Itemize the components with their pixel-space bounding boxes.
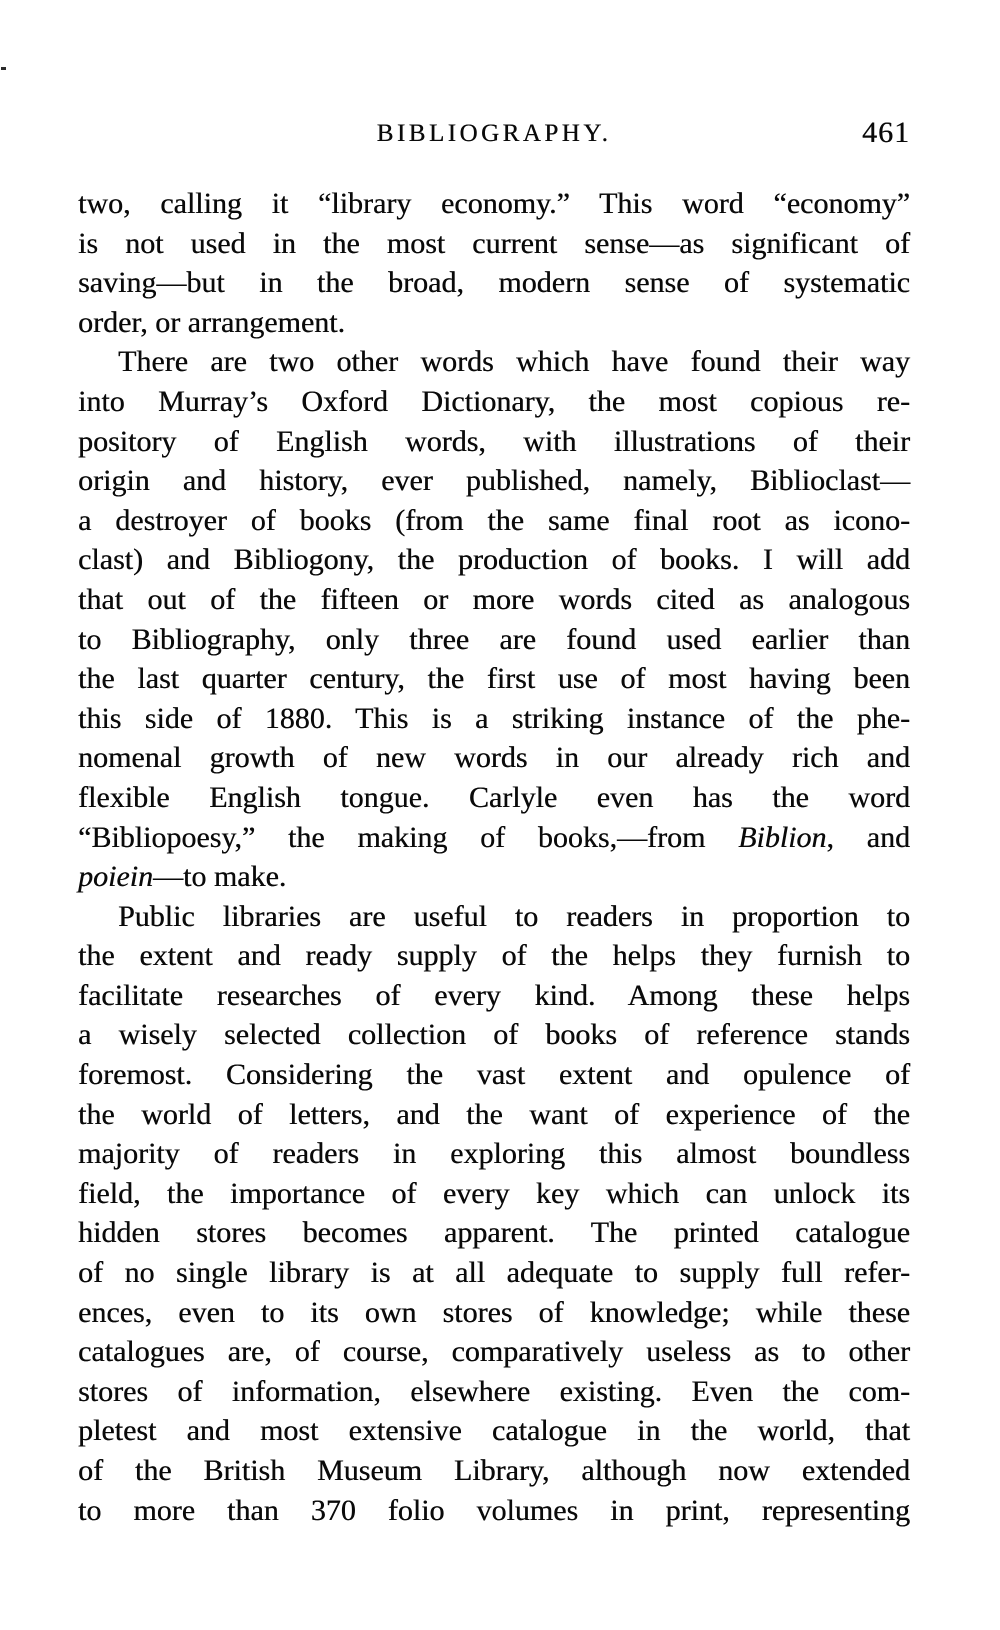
text-segment: pository of English words, with illustrations of their xyxy=(78,424,910,458)
text-segment: to more than 370 folio volumes in print, representing xyxy=(78,1493,910,1527)
text-line xyxy=(78,1174,910,1214)
text-line xyxy=(78,1253,910,1293)
text-segment: order, or arrangement. xyxy=(78,305,345,339)
text-line xyxy=(78,1213,910,1253)
text-segment: Public libraries are useful to readers in proportion to xyxy=(118,899,910,933)
text-segment: majority of readers in exploring this almost boundless xyxy=(78,1137,910,1171)
text-line xyxy=(78,976,910,1016)
scan-artifact-dot xyxy=(1,67,6,70)
text-line xyxy=(78,699,910,739)
text-segment: this side of 1880. This is a striking instance of the phe- xyxy=(78,701,910,735)
text-segment: nomenal growth of new words in our already rich and xyxy=(78,741,910,775)
text-line xyxy=(78,263,910,303)
text-segment: of the British Museum Library, although now extended xyxy=(78,1454,910,1487)
text-segment: saving—but in the broad, modern sense of systematic xyxy=(78,266,910,300)
text-segment: foremost. Considering the vast extent and opulence of xyxy=(78,1058,910,1092)
text-line xyxy=(78,224,910,264)
text-segment: the world of letters, and the want of experience of the xyxy=(78,1097,910,1131)
italic-text: poiein xyxy=(78,860,153,894)
text-segment: origin and history, ever published, namely, Biblioclast— xyxy=(78,464,910,498)
text-line xyxy=(78,1451,910,1491)
italic-text: Biblion xyxy=(738,820,827,854)
text-line xyxy=(78,1134,910,1174)
text-segment: clast) and Bibliogony, the production of books. I will add xyxy=(78,543,910,577)
text-line xyxy=(78,540,910,580)
paragraph xyxy=(78,342,910,896)
page-header xyxy=(78,116,910,150)
text-line xyxy=(78,1293,910,1333)
text-segment: flexible English tongue. Carlyle even has the word xyxy=(78,780,910,814)
text-line xyxy=(78,659,910,699)
text-line xyxy=(78,422,910,462)
text-line xyxy=(78,936,910,976)
text-segment: facilitate researches of every kind. Among these helps xyxy=(78,978,910,1012)
text-line xyxy=(78,620,910,660)
text-segment: catalogues are, of course, comparatively useless as to other xyxy=(78,1335,910,1369)
text-segment: , and xyxy=(826,820,910,854)
text-line xyxy=(78,778,910,818)
text-line xyxy=(78,1055,910,1095)
text-segment: two, calling it “library economy.” This word “economy” xyxy=(78,187,910,220)
text-segment: a wisely selected collection of books of reference stands xyxy=(78,1018,910,1052)
text-segment: stores of information, elsewhere existing. Even the com- xyxy=(78,1374,910,1408)
text-segment: “Bibliopoesy,” the making of books,—from xyxy=(78,820,739,854)
text-line xyxy=(78,1491,910,1531)
paragraph xyxy=(78,184,910,342)
text-line xyxy=(78,1372,910,1412)
text-segment: into Murray’s Oxford Dictionary, the most copious re- xyxy=(78,384,910,418)
text-segment: hidden stores becomes apparent. The printed catalogue xyxy=(78,1216,910,1250)
text-line xyxy=(78,303,910,343)
text-line xyxy=(78,501,910,541)
text-segment: field, the importance of every key which can unlock its xyxy=(78,1176,910,1210)
text-segment: ences, even to its own stores of knowledge; while these xyxy=(78,1295,910,1329)
text-line xyxy=(78,184,910,224)
text-segment: pletest and most extensive catalogue in the world, that xyxy=(78,1414,910,1448)
text-line xyxy=(78,1332,910,1372)
text-line xyxy=(78,1015,910,1055)
page-number: 461 xyxy=(862,116,910,149)
text-line xyxy=(78,738,910,778)
text-line xyxy=(78,897,910,937)
text-segment: There are two other words which have found their way xyxy=(118,345,910,379)
text-segment: of no single library is at all adequate to supply full refer- xyxy=(78,1256,910,1290)
text-line xyxy=(78,461,910,501)
text-block xyxy=(78,184,910,1530)
text-segment: —to make. xyxy=(153,860,287,894)
text-line xyxy=(78,857,910,897)
text-segment: the last quarter century, the first use of most having been xyxy=(78,662,910,696)
text-line xyxy=(78,342,910,382)
text-segment: the extent and ready supply of the helps they furnish to xyxy=(78,939,910,973)
text-segment: to Bibliography, only three are found used earlier than xyxy=(78,622,910,656)
text-segment: a destroyer of books (from the same final root as icono- xyxy=(78,503,910,537)
text-segment: is not used in the most current sense—as significant of xyxy=(78,226,910,260)
text-line xyxy=(78,382,910,422)
text-segment: that out of the fifteen or more words cited as analogous xyxy=(78,582,910,616)
paragraph xyxy=(78,897,910,1531)
text-line xyxy=(78,1411,910,1451)
running-title: BIBLIOGRAPHY. xyxy=(376,120,612,147)
text-line xyxy=(78,1095,910,1135)
text-line xyxy=(78,580,910,620)
text-line xyxy=(78,818,910,858)
